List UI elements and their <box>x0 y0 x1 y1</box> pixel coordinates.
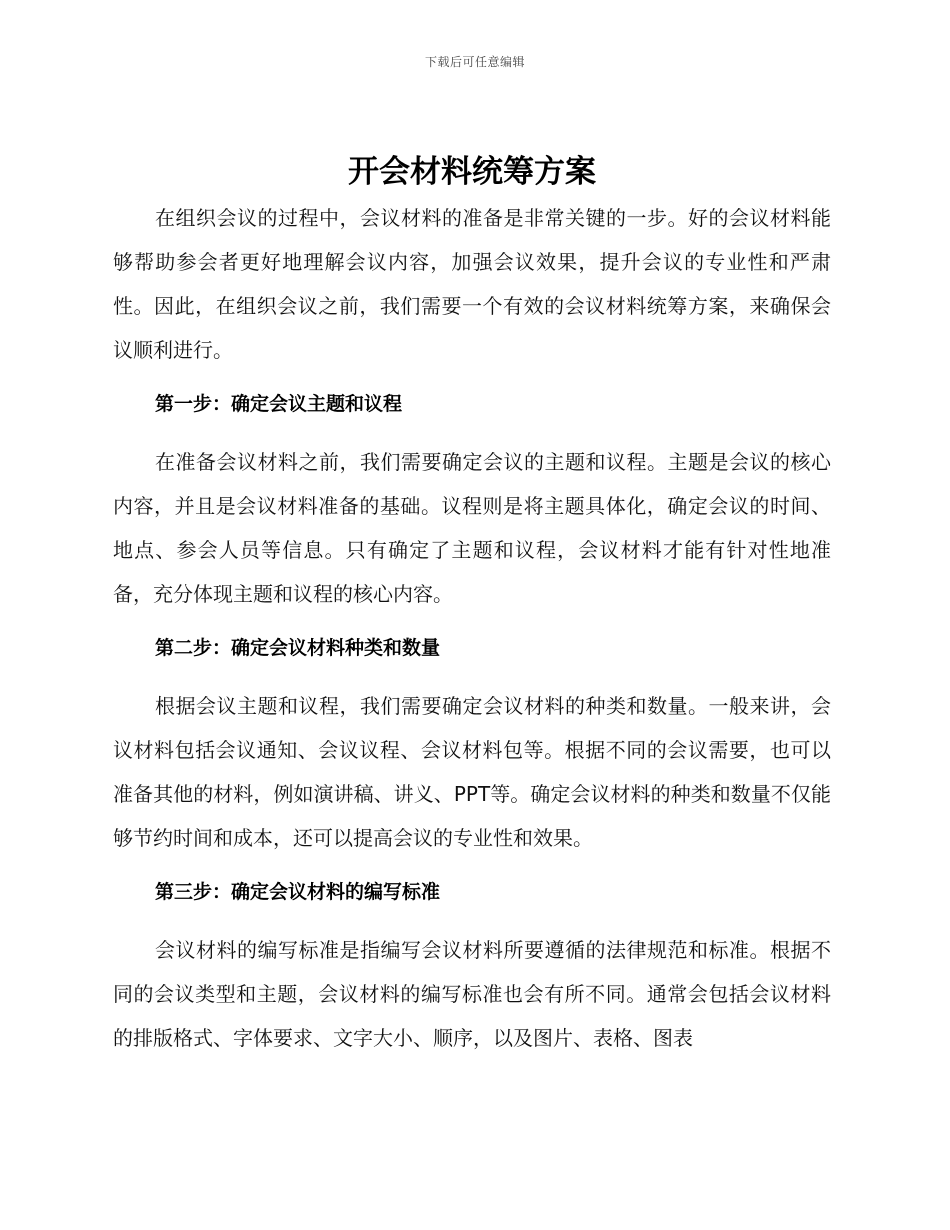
document-body <box>113 148 831 1060</box>
section-1-heading: 第一步：确定会议主题和议程 <box>155 393 403 415</box>
section-3-heading: 第三步：确定会议材料的编写标准 <box>155 881 441 903</box>
section-3-paragraph: 会议材料的编写标准是指编写会议材料所要遵循的法律规范和标准。根据不同的会议类型和主题，会议材料的编写标准也会有所不同。通常会包括会议材料的排版格式、字体要求、文字大小、顺序，以及图片、表格、图表 <box>113 938 831 1050</box>
section-2-heading: 第二步：确定会议材料种类和数量 <box>155 637 441 659</box>
intro-paragraph: 在组织会议的过程中，会议材料的准备是非常关键的一步。好的会议材料能够帮助参会者更好地理解会议内容，加强会议效果，提升会议的专业性和严肃性。因此，在组织会议之前，我们需要一个有效的会议材料统筹方案，来确保会议顺利进行。 <box>113 206 831 362</box>
document-title: 开会材料统筹方案 <box>348 154 596 190</box>
page-header: 下载后可任意编辑 <box>424 55 525 69</box>
section-1-paragraph: 在准备会议材料之前，我们需要确定会议的主题和议程。主题是会议的核心内容，并且是会议材料准备的基础。议程则是将主题具体化，确定会议的时间、地点、参会人员等信息。只有确定了主题和议程，会议材料才能有针对性地准备，充分体现主题和议程的核心内容。 <box>113 450 831 606</box>
section-2-paragraph: 根据会议主题和议程，我们需要确定会议材料的种类和数量。一般来讲，会议材料包括会议通知、会议议程、会议材料包等。根据不同的会议需要，也可以准备其他的材料，例如演讲稿、讲义、PPT等。确定会议材料的种类和数量不仅能够节约时间和成本，还可以提高会议的专业性和效果。 <box>113 694 831 850</box>
